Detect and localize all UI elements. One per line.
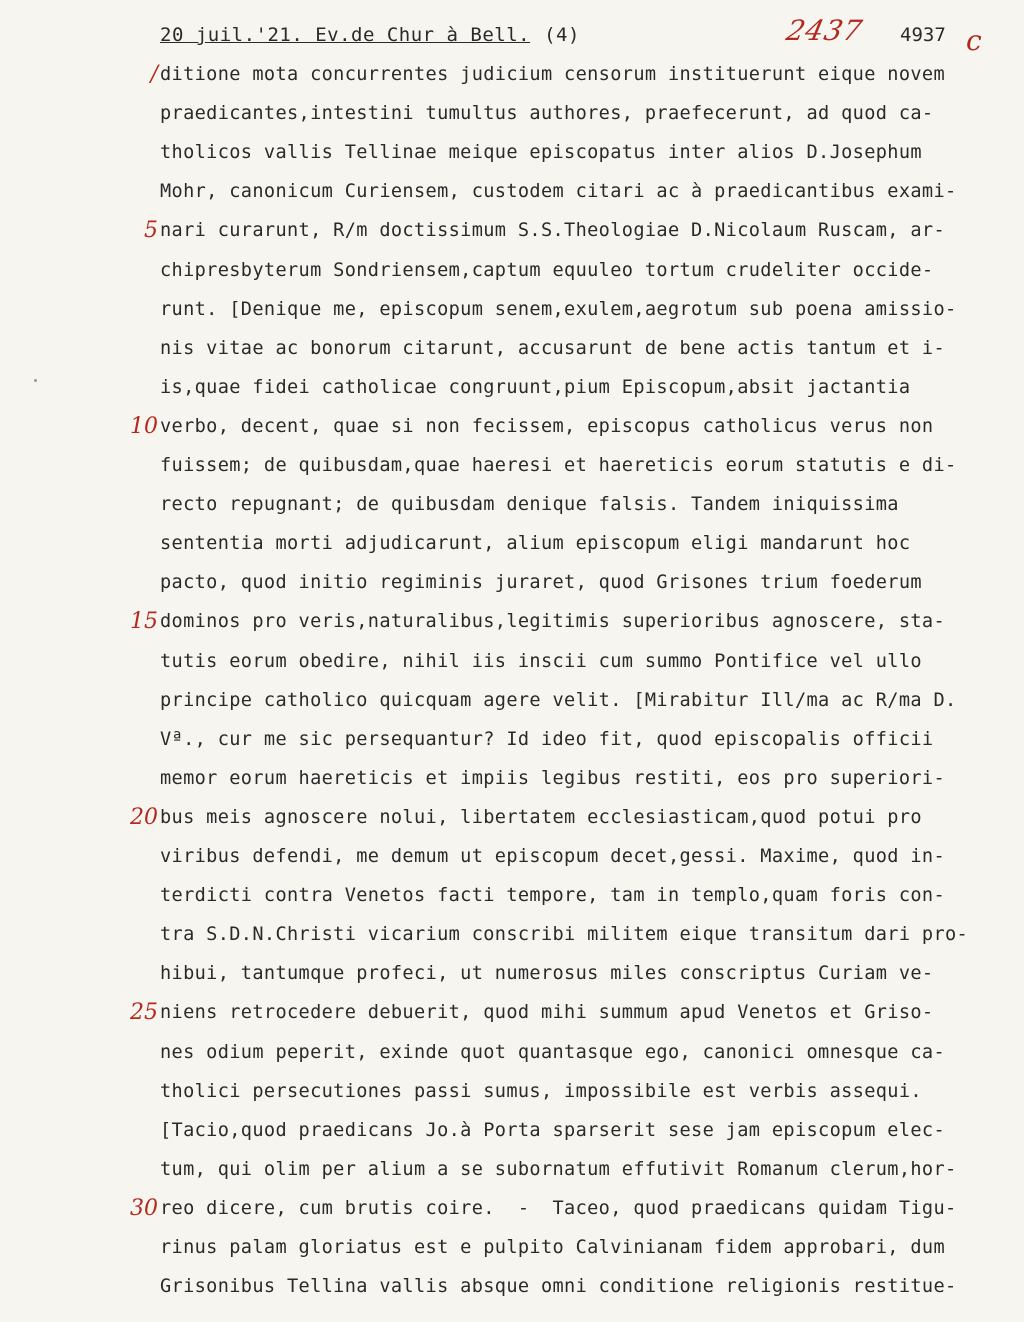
text-line: recto repugnant; de quibusdam denique falsis. Tandem iniquissima <box>160 494 899 516</box>
text-line: praedicantes,intestini tumultus authores, praefecerunt, ad quod ca- <box>160 103 934 125</box>
text-line: tholicos vallis Tellinae meique episcopatus inter alios D.Josephum <box>160 142 922 164</box>
text-line: dominos pro veris,naturalibus,legitimis superioribus agnoscere, sta- <box>160 611 946 633</box>
text-line: ditione mota concurrentes judicium censorum instituerunt eique novem <box>160 64 946 85</box>
line-number-marker: 20 <box>130 804 158 830</box>
text-line: tholici persecutiones passi sumus, impossibile est verbis assequi. <box>160 1080 922 1102</box>
text-line: reo dicere, cum brutis coire. - Taceo, quod praedicans quidam Tigu- <box>160 1197 957 1219</box>
typed-page-number: 4937 <box>900 24 946 46</box>
handwritten-archive-number: 2437 <box>783 14 866 47</box>
header-part: (4) <box>544 24 580 46</box>
text-line: Vª., cur me sic persequantur? Id ideo fit, quod episcopalis officii <box>160 728 934 750</box>
handwritten-letter-mark: c <box>966 24 982 57</box>
text-line: runt. [Denique me, episcopum senem,exulem,aegrotum sub poena amissio- <box>160 298 957 320</box>
text-line: tra S.D.N.Christi vicarium conscribi militem eique transitum dari pro- <box>160 924 969 946</box>
text-line: nis vitae ac bonorum citarunt, accusarunt de bene actis tantum et i- <box>160 337 946 359</box>
text-line: is,quae fidei catholicae congruunt,pium Episcopum,absit jactantia <box>160 376 911 398</box>
line-number-marker: 5 <box>144 218 158 244</box>
page-header <box>160 24 580 54</box>
text-line: nes odium peperit, exinde quot quantasque ego, canonici omnesque ca- <box>160 1041 946 1063</box>
text-line: Mohr, canonicum Curiensem, custodem citari ac à praedicantibus exami- <box>160 181 957 203</box>
line-number-marker: 25 <box>130 1000 158 1026</box>
text-line: sententia morti adjudicarunt, alium episcopum eligi mandarunt hoc <box>160 533 911 555</box>
text-line: tutis eorum obedire, nihil iis inscii cum summo Pontifice vel ullo <box>160 650 922 672</box>
line-number-marker: / <box>150 62 158 87</box>
text-line: principe catholico quicquam agere velit. [Mirabitur Ill/ma ac R/ma D. <box>160 689 957 711</box>
text-line: viribus defendi, me demum ut episcopum decet,gessi. Maxime, quod in- <box>160 846 946 867</box>
text-line: verbo, decent, quae si non fecissem, episcopus catholicus verus non <box>160 415 934 437</box>
line-number-marker: 10 <box>130 413 158 439</box>
text-line: niens retrocedere debuerit, quod mihi summum apud Venetos et Griso- <box>160 1002 934 1024</box>
text-line: fuissem; de quibusdam,quae haeresi et haereticis eorum statutis e di- <box>160 455 957 476</box>
header-reference: 20 juil.'21. Ev.de Chur à Bell. <box>160 24 531 46</box>
text-line: rinus palam gloriatus est e pulpito Calvinianam fidem approbari, dum <box>160 1237 946 1258</box>
text-line: bus meis agnoscere nolui, libertatem ecclesiasticam,quod potui pro <box>160 806 922 828</box>
text-line: hibui, tantumque profeci, ut numerosus miles conscriptus Curiam ve- <box>160 963 934 985</box>
text-line: Grisonibus Tellina vallis absque omni conditione religionis restitue- <box>160 1276 957 1298</box>
paper-speck <box>34 379 37 382</box>
text-line: [Tacio,quod praedicans Jo.à Porta sparserit sese jam episcopum elec- <box>160 1119 946 1141</box>
text-line: pacto, quod initio regiminis juraret, quod Grisones trium foederum <box>160 572 922 594</box>
text-line: nari curarunt, R/m doctissimum S.S.Theologiae D.Nicolaum Ruscam, ar- <box>160 220 946 242</box>
line-number-marker: 30 <box>130 1195 158 1221</box>
text-line: tum, qui olim per alium a se subornatum effutivit Romanum clerum,hor- <box>160 1158 957 1180</box>
text-line: memor eorum haereticis et impiis legibus restiti, eos pro superiori- <box>160 767 946 789</box>
text-line: chipresbyterum Sondriensem,captum equuleo tortum crudeliter occide- <box>160 259 934 281</box>
line-number-marker: 15 <box>130 609 158 635</box>
text-line: terdicti contra Venetos facti tempore, tam in templo,quam foris con- <box>160 885 946 907</box>
